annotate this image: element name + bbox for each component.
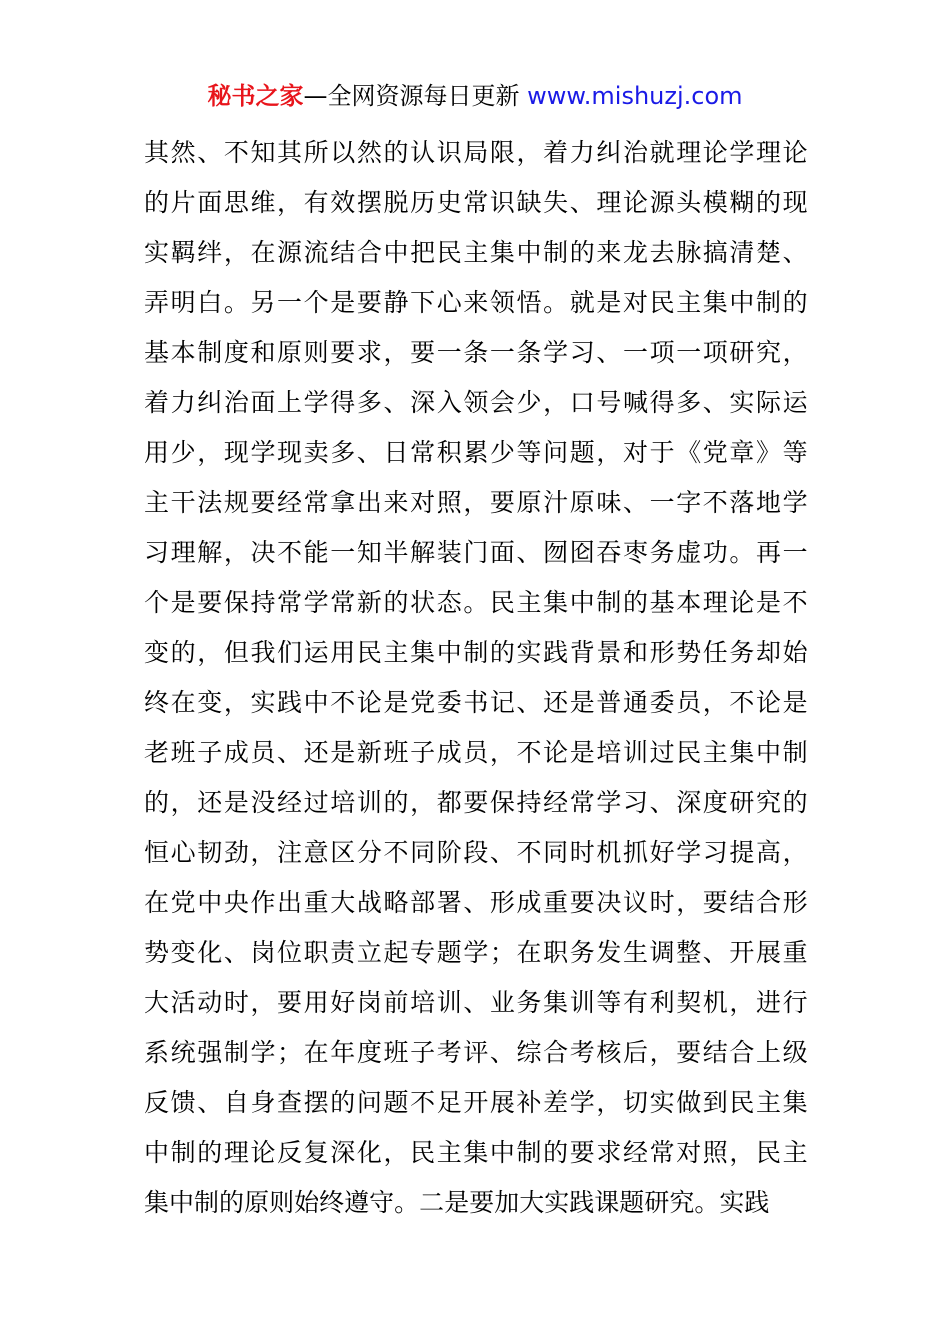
text-line: 反 馈 、 自 身 查 摆 的 问 题 不 足 开 展 补 差 学 ， 切 实 做 到 民 主 集 <box>144 1088 808 1117</box>
text-line: 的 ， 还 是 没 经 过 培 训 的 ， 都 要 保 持 经 常 学 习 、 深 度 研 究 的 <box>144 788 808 817</box>
site-url-link[interactable]: www.mishuzj.com <box>527 82 743 110</box>
page-header <box>0 80 950 112</box>
text-line: 势 变 化 、 岗 位 职 责 立 起 专 题 学 ； 在 职 务 发 生 调 整 、 开 展 重 <box>144 938 808 967</box>
text-line: 弄 明 白 。 另 一 个 是 要 静 下 心 来 领 悟 。 就 是 对 民 主 集 中 制 的 <box>144 288 808 317</box>
text-line: 着 力 纠 治 面 上 学 得 多 、 深 入 领 会 少 ， 口 号 喊 得 多 、 实 际 运 <box>144 388 808 417</box>
text-line: 个 是 要 保 持 常 学 常 新 的 状 态 。 民 主 集 中 制 的 基 本 理 论 是 不 <box>144 588 808 617</box>
text-line: 终 在 变 ， 实 践 中 不 论 是 党 委 书 记 、 还 是 普 通 委 员 ， 不 论 是 <box>144 688 808 717</box>
text-line: 中 制 的 理 论 反 复 深 化 ， 民 主 集 中 制 的 要 求 经 常 对 照 ， 民 主 <box>144 1138 808 1167</box>
text-line: 变 的 ， 但 我 们 运 用 民 主 集 中 制 的 实 践 背 景 和 形 势 任 务 却 始 <box>144 638 808 667</box>
text-line: 实 羁 绊 ， 在 源 流 结 合 中 把 民 主 集 中 制 的 来 龙 去 脉 搞 清 楚 、 <box>144 238 808 267</box>
text-line: 大 活 动 时 ， 要 用 好 岗 前 培 训 、 业 务 集 训 等 有 利 契 机 ， 进 行 <box>144 988 808 1017</box>
brand-name: 秘书之家 <box>207 82 304 110</box>
text-line: 其 然 、 不 知 其 所 以 然 的 认 识 局 限 ， 着 力 纠 治 就 理 论 学 理 论 <box>144 138 808 167</box>
text-line: 用 少 ， 现 学 现 卖 多 、 日 常 积 累 少 等 问 题 ， 对 于 《 党 章 》 等 <box>144 438 808 467</box>
text-line: 在 党 中 央 作 出 重 大 战 略 部 署 、 形 成 重 要 决 议 时 ， 要 结 合 形 <box>144 888 808 917</box>
text-line: 的 片 面 思 维 ， 有 效 摆 脱 历 史 常 识 缺 失 、 理 论 源 头 模 糊 的 现 <box>144 188 808 217</box>
header-tagline: —全网资源每日更新 <box>303 82 528 110</box>
document-body <box>144 128 808 1228</box>
text-line: 集 中 制 的 原 则 始 终 遵 守 。 二 是 要 加 大 实 践 课 题 研 究 。 实 践 <box>144 1188 770 1217</box>
text-line: 基 本 制 度 和 原 则 要 求 ， 要 一 条 一 条 学 习 、 一 项 一 项 研 究 ， <box>144 338 808 367</box>
text-line: 恒 心 韧 劲 ， 注 意 区 分 不 同 阶 段 、 不 同 时 机 抓 好 学 习 提 高 ， <box>144 838 808 867</box>
text-line: 习 理 解 ， 决 不 能 一 知 半 解 装 门 面 、 囫 囵 吞 枣 务 虚 功 。 再 一 <box>144 538 808 567</box>
text-line: 老 班 子 成 员 、 还 是 新 班 子 成 员 ， 不 论 是 培 训 过 民 主 集 中 制 <box>144 738 808 767</box>
text-line: 主 干 法 规 要 经 常 拿 出 来 对 照 ， 要 原 汁 原 味 、 一 字 不 落 地 学 <box>144 488 808 517</box>
text-line: 系 统 强 制 学 ； 在 年 度 班 子 考 评 、 综 合 考 核 后 ， 要 结 合 上 级 <box>144 1038 808 1067</box>
